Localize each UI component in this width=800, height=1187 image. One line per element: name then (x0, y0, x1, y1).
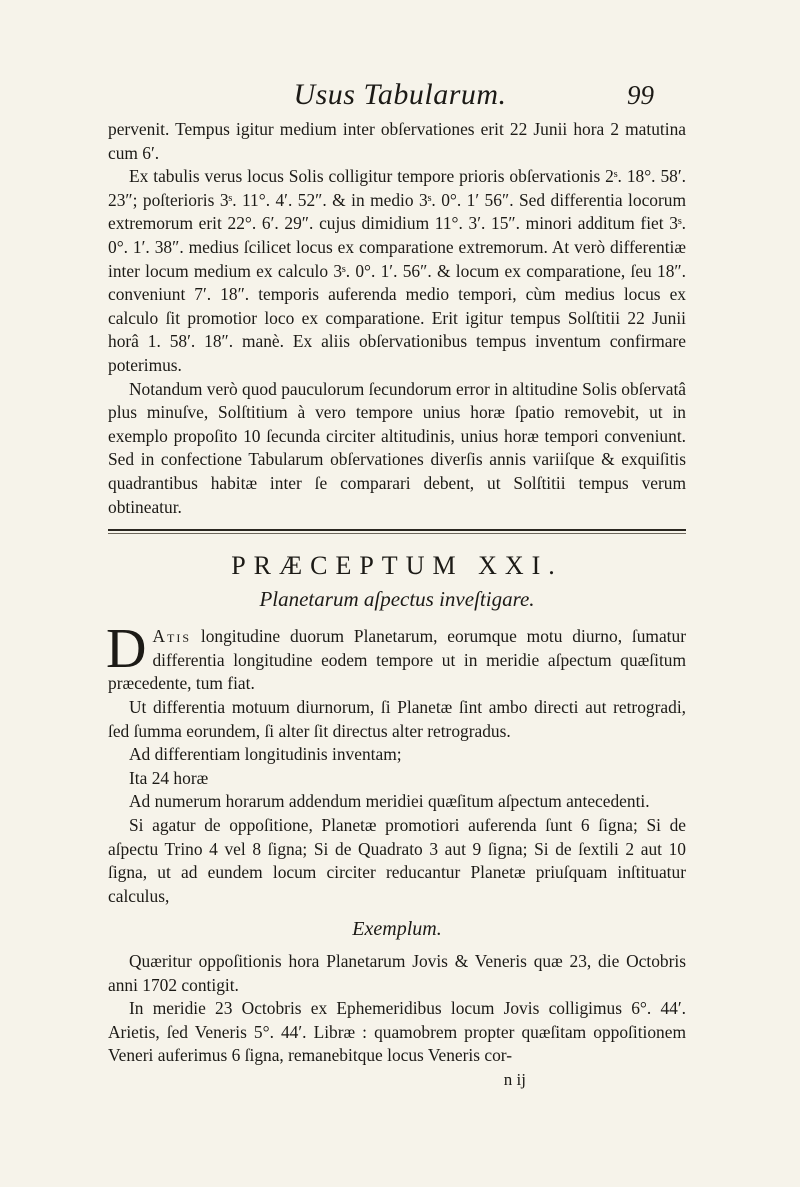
section-divider (108, 529, 686, 531)
section-divider-thin (108, 533, 686, 534)
section-heading: PRÆCEPTUM XXI. (231, 551, 563, 581)
paragraph-11: In meridie 23 Octobris ex Ephemeridibus locum Jovis colligimus 6°. 44′. Arietis, ſed Veneris 5°. 44′. Libræ : quamobrem propter quæſitam oppoſitionem Veneri auferimus 6 ſigna, remanebitque locus Veneris cor- (108, 998, 686, 1066)
paragraph-2: Ex tabulis verus locus Solis colligitur tempore prioris obſervationis 2ˢ. 18°. 58′. 23″; poſterioris 3ˢ. 11°. 4′. 52″. & in medio 3ˢ. 0°. 1′ 56″. Sed differentia locorum extremorum erit 22°. 6′. 29″. cujus dimidium 11°. 3′. 15″. minori additum fiet 3ˢ. 0°. 1′. 38″. medius ſcilicet locus ex comparatione extremorum. At verò differentiæ inter locum medium ex calculo 3ˢ. 0°. 1′. 56″. & locum ex comparatione, ſeu 18″. conveniunt 7′. 18″. temporis auferenda medio tempori, cùm medius locus ex calculo ſit promotior loco ex comparatione. Erit igitur tempus Solſtitii 22 Junii horâ 1. 58′. 18″. manè. Ex aliis obſervationibus tempus inventum confirmare poterimus. (108, 166, 686, 375)
body-text (108, 118, 686, 1092)
paragraph-5: Ut differentia motuum diurnorum, ſi Planetæ ſint ambo directi aut retrogradi, ſed ſumma eorundem, ſi alter ſit directus alter retrogradus. (108, 697, 686, 741)
paragraph-6: Ad differentiam longitudinis inventam; (129, 744, 402, 765)
exemplum-heading: Exemplum. (352, 918, 442, 941)
section-subheading: Planetarum aſpectus inveſtigare. (259, 586, 535, 611)
page-number: 99 (627, 80, 654, 110)
signature-mark: n ij (503, 1069, 526, 1089)
paragraph-1: pervenit. Tempus igitur medium inter obſervationes erit 22 Junii hora 2 matutina cum 6′. (108, 119, 686, 163)
paragraph-3: Notandum verò quod pauculorum ſecundorum error in altitudine Solis obſervatâ plus minuſve, Solſtitium à vero tempore unius horæ ſpatio removebit, ut in exemplo propoſito 10 ſecunda circiter altitudinis, unius horæ tempori conveniunt. Sed in confectione Tabularum obſervationes diverſis annis variiſque & exquiſitis quadrantibus habitæ inter ſe comparari debent, ut Solſtitii tempus verum obtineatur. (108, 378, 686, 517)
paragraph-8: Ad numerum horarum addendum meridiei quæſitum aſpectum antecedenti. (129, 791, 650, 812)
lead-word: Atis (152, 626, 192, 647)
paragraph-4-text: longitudine duorum Planetarum, eorumque motu diurno, ſumatur differentia longitudine eodem tempore ut in meridie aſpectum quæſitum præcedente, tum fiat. (108, 626, 686, 694)
paragraph-9: Si agatur de oppoſitione, Planetæ promotiori auferenda ſunt 6 ſigna; Si de aſpectu Trino 4 vel 8 ſigna; Si de Quadrato 3 aut 9 ſigna; Si de ſextili 2 aut 10 ſigna, ut ad eundem locum circiter reducantur Planetæ priuſquam inſtituatur calculus, (108, 815, 686, 906)
running-head (0, 78, 800, 118)
paragraph-4 (106, 618, 686, 696)
paragraph-7: Ita 24 horæ (129, 767, 209, 788)
paragraph-10: Quæritur oppoſitionis hora Planetarum Jovis & Veneris quæ 23, die Octobris anni 1702 contigit. (108, 951, 686, 995)
running-title: Usus Tabularum. (293, 78, 507, 111)
drop-cap: D (106, 618, 147, 681)
